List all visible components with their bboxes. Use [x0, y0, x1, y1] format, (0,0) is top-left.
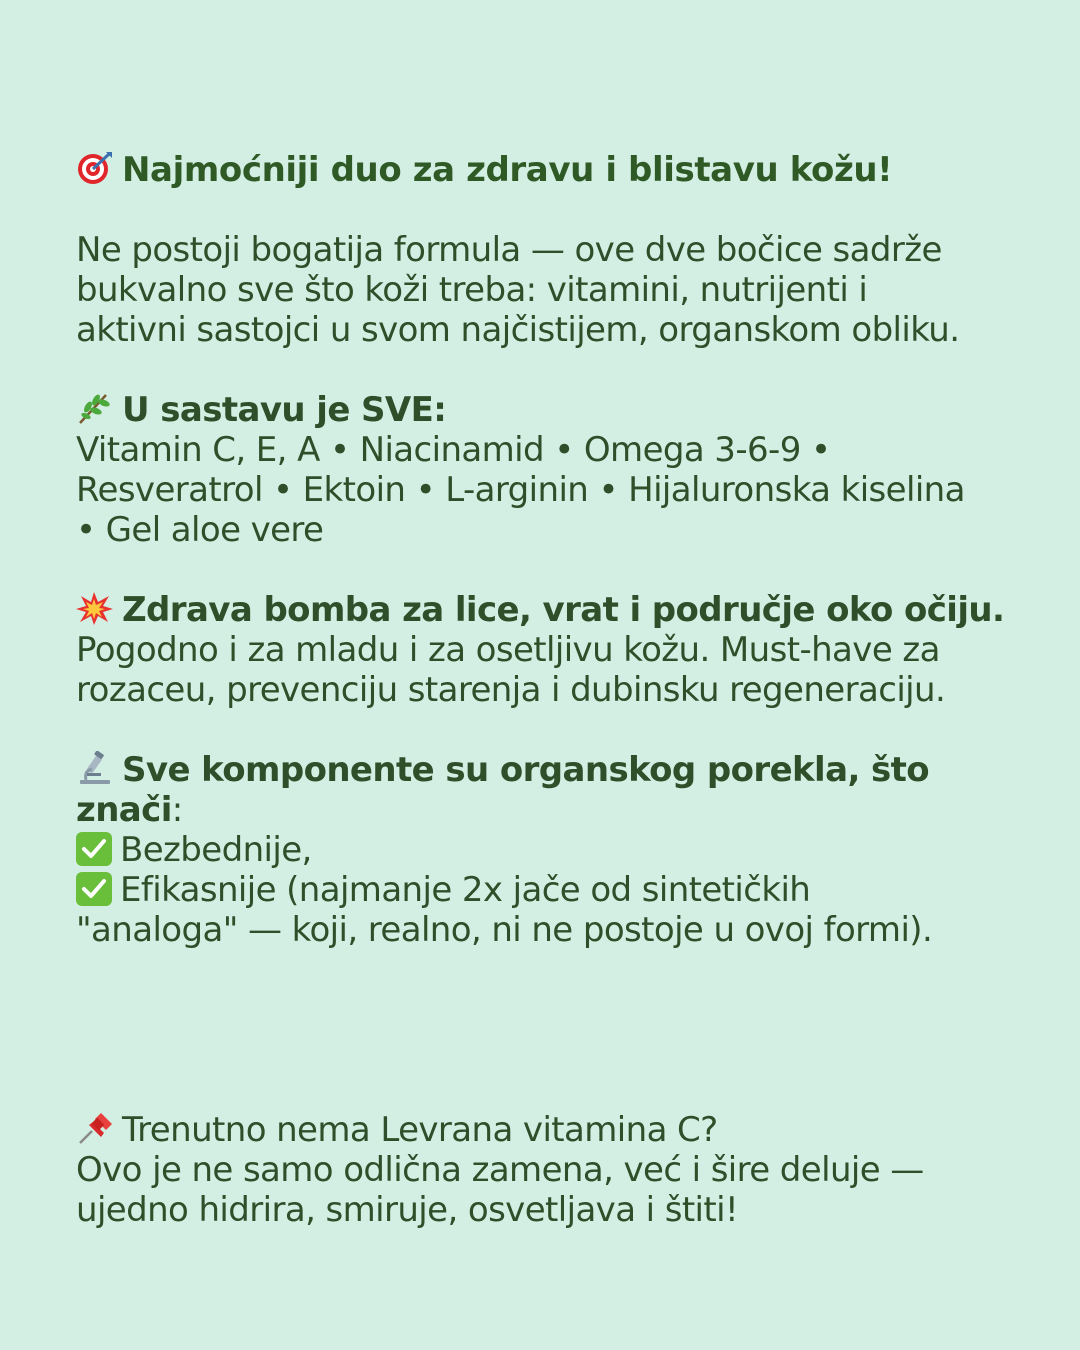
- bomb-line: Pogodno i za mladu i za osetljivu kožu. Must-have za: [76, 630, 940, 670]
- bomb-line: rozaceu, prevenciju starenja i dubinsku regeneraciju.: [76, 670, 946, 710]
- check-icon: [76, 872, 112, 906]
- note-first-line-text: Trenutno nema Levrana vitamina C?: [122, 1110, 718, 1150]
- herb-icon: [76, 391, 114, 425]
- note-first-line: [76, 1110, 1016, 1150]
- ingredients-heading-text: U sastavu je SVE:: [122, 390, 447, 430]
- intro-line: Ne postoji bogatija formula — ove dve bočice sadrže: [76, 230, 942, 270]
- check-item-text: Bezbednije,: [120, 830, 312, 870]
- check-icon: [76, 832, 112, 866]
- organic-heading-line2: [76, 790, 1016, 830]
- bomb-heading-text: Zdrava bomba za lice, vrat i područje oko očiju.: [122, 590, 1005, 630]
- ingredients-line: • Gel aloe vere: [76, 510, 324, 550]
- explosion-icon: [76, 591, 114, 625]
- note-line: Ovo je ne samo odlična zamena, već i šire deluje —: [76, 1150, 924, 1190]
- organic-heading-text: Sve komponente su organskog porekla, što: [122, 750, 930, 790]
- organic-continuation: "analoga" — koji, realno, ni ne postoje u ovoj formi).: [76, 910, 933, 950]
- ingredients-section: [76, 390, 1016, 550]
- ingredients-line: Vitamin C, E, A • Niacinamid • Omega 3-6-9 •: [76, 430, 831, 470]
- organic-section: [76, 750, 1016, 950]
- organic-heading: [76, 750, 1016, 790]
- bomb-heading: [76, 590, 1016, 630]
- bomb-section: [76, 590, 1016, 710]
- intro-paragraph: [76, 230, 1016, 350]
- ingredients-line: Resveratrol • Ektoin • L-arginin • Hijaluronska kiselina: [76, 470, 965, 510]
- check-item: [76, 870, 1016, 910]
- ingredients-heading: [76, 390, 1016, 430]
- note-section: [76, 1110, 1016, 1230]
- check-item-text: Efikasnije (najmanje 2x jače od sintetičkih: [120, 870, 811, 910]
- post-title: [76, 150, 1016, 190]
- check-item: [76, 830, 1016, 870]
- note-line: ujedno hidrira, smiruje, osvetljava i štiti!: [76, 1190, 739, 1230]
- intro-line: bukvalno sve što koži treba: vitamini, nutrijenti i: [76, 270, 868, 310]
- post-title-text: Najmoćniji duo za zdravu i blistavu kožu!: [122, 150, 893, 190]
- intro-line: aktivni sastojci u svom najčistijem, organskom obliku.: [76, 310, 960, 350]
- target-icon: [76, 151, 114, 185]
- pushpin-icon: [76, 1111, 114, 1145]
- post-content: [76, 150, 1016, 1230]
- organic-heading-colon: :: [171, 790, 183, 830]
- organic-heading-bold: znači: [76, 790, 172, 830]
- microscope-icon: [76, 751, 114, 785]
